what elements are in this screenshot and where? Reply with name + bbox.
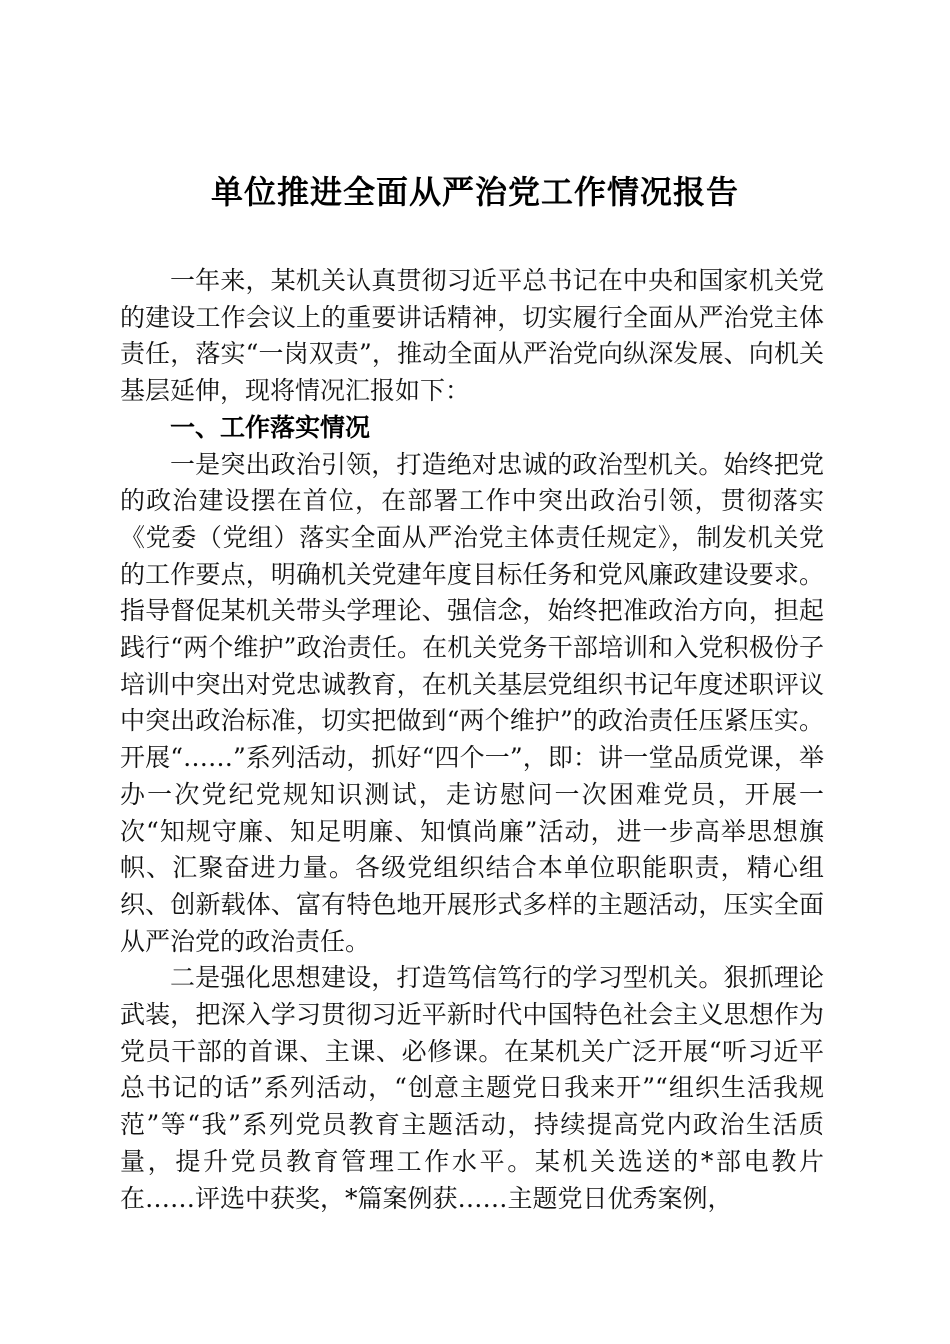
body-paragraph-2: 二是强化思想建设，打造笃信笃行的学习型机关。狠抓理论武装，把深入学习贯彻习近平新时代中国特色社会主义思想作为党员干部的首课、主课、必修课。在某机关广泛开展“听习近平总书记的话”系列活动，“创意主题党日我来开”“组织生活我规范”等“我”系列党员教育主题活动，持续提高党内政治生活质量，提升党员教育管理工作水平。某机关选送的*部电教片在……评选中获奖，*篇案例获……主题党日优秀案例， [120,963,824,1213]
document-title: 单位推进全面从严治党工作情况报告 [210,173,739,211]
body-paragraph-1: 一是突出政治引领，打造绝对忠诚的政治型机关。始终把党的政治建设摆在首位，在部署工作中突出政治引领，贯彻落实《党委（党组）落实全面从严治党主体责任规定》，制发机关党的工作要点，明确机关党建年度目标任务和党风廉政建设要求。指导督促某机关带头学理论、强信念，始终把准政治方向，担起践行“两个维护”政治责任。在机关党务干部培训和入党积极份子培训中突出对党忠诚教育，在机关基层党组织书记年度述职评议中突出政治标准，切实把做到“两个维护”的政治责任压紧压实。开展“……”系列活动，抓好“四个一”，即：讲一堂品质党课，举办一次党纪党规知识测试，走访慰问一次困难党员，开展一次“知规守廉、知足明廉、知慎尚廉”活动，进一步高举思想旗帜、汇聚奋进力量。各级党组织结合本单位职能职责，精心组织、创新载体、富有特色地开展形式多样的主题活动，压实全面从严治党的政治责任。 [120,449,824,956]
intro-paragraph: 一年来，某机关认真贯彻习近平总书记在中央和国家机关党的建设工作会议上的重要讲话精神，切实履行全面从严治党主体责任，落实“一岗双责”，推动全面从严治党向纵深发展、向机关基层延伸，现将情况汇报如下： [120,266,824,406]
document-body [120,263,824,1217]
section-heading: 一、工作落实情况 [170,412,371,442]
